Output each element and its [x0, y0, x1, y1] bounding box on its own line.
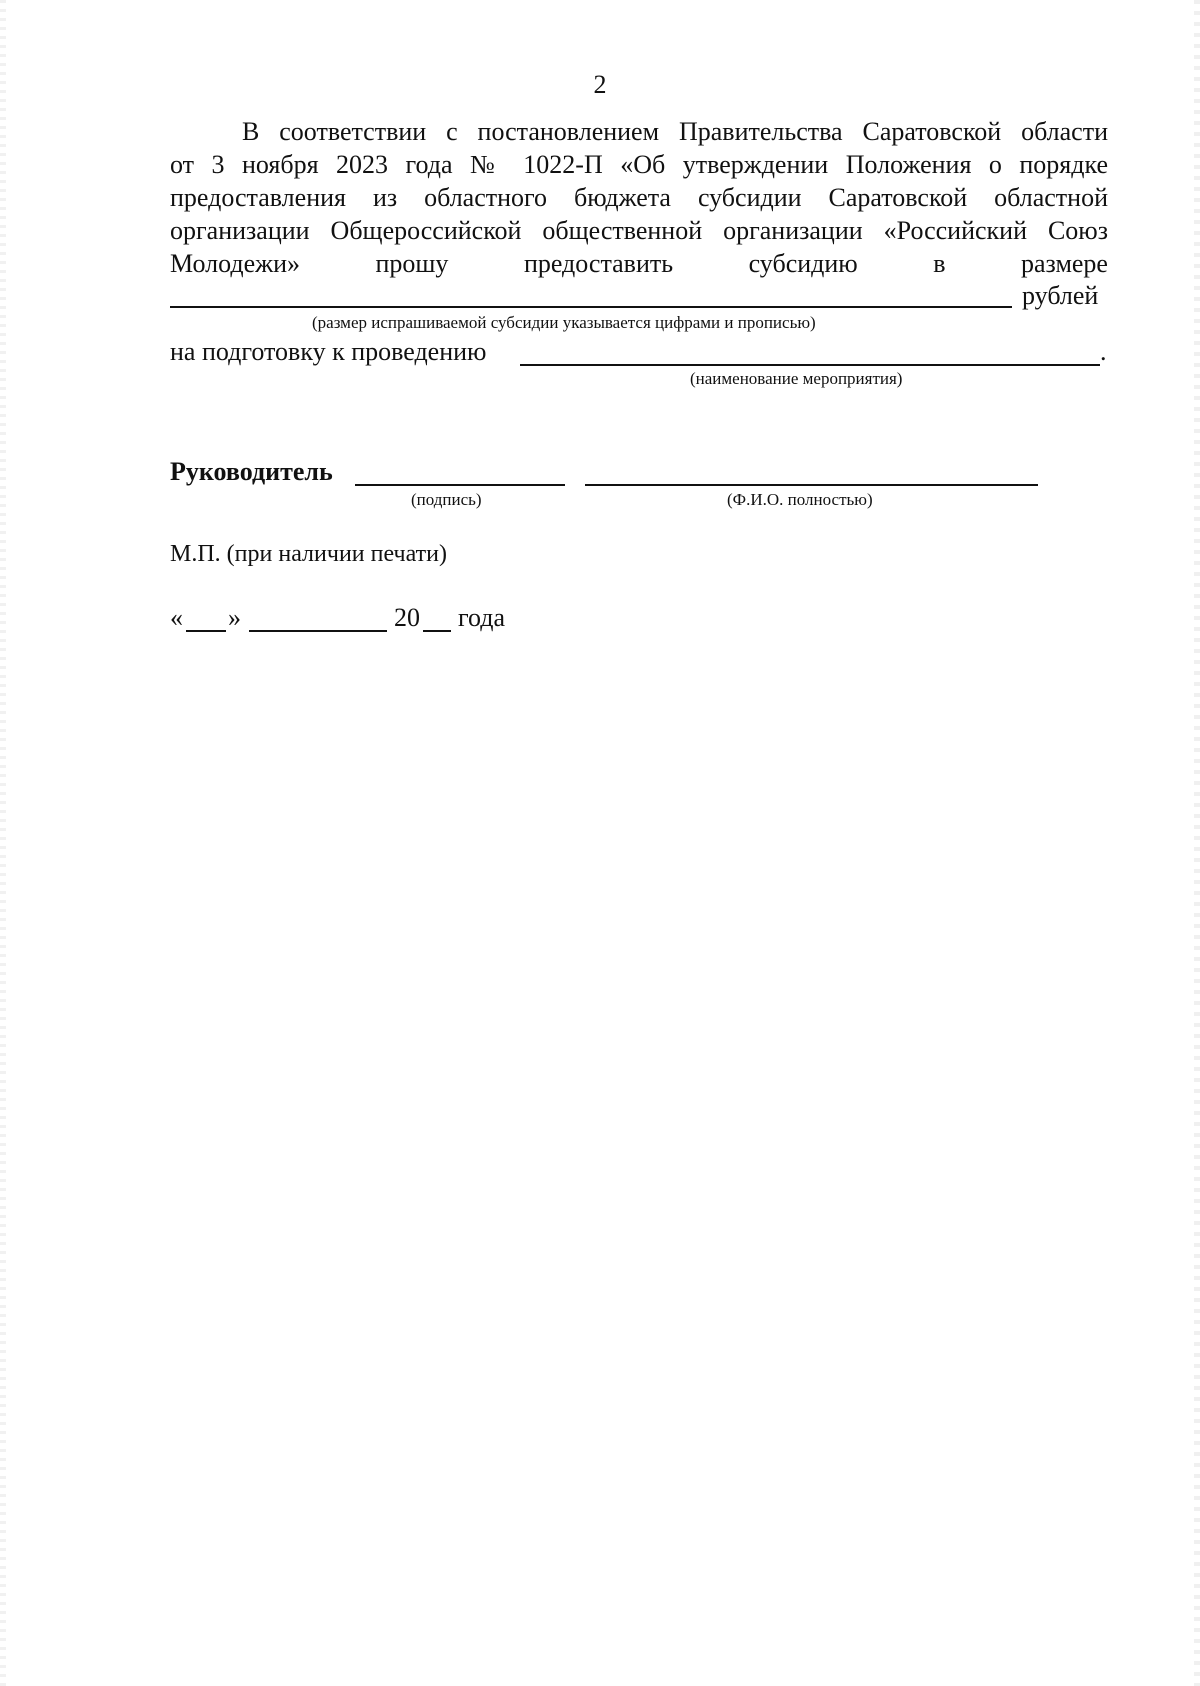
paragraph-line-4: организации Общероссийской общественной организации «Российский Союз [170, 216, 1108, 245]
event-caption: (наименование мероприятия) [690, 369, 903, 388]
scan-edge-right [1194, 0, 1200, 1686]
scan-edge-left [0, 0, 6, 1686]
date-close-quote: » [228, 603, 241, 632]
event-input-line[interactable] [520, 364, 1100, 366]
word-razmere: размере [1021, 249, 1108, 278]
month-input-line[interactable] [249, 630, 387, 632]
paragraph-line-1 [170, 115, 1108, 148]
word-proshu: прошу [375, 249, 449, 278]
signature-input-line[interactable] [355, 484, 565, 486]
date-open-quote: « [170, 603, 183, 632]
stamp-note: М.П. (при наличии печати) [170, 541, 447, 567]
signature-caption: (подпись) [411, 490, 482, 509]
event-prefix-label: на подготовку к проведению [170, 337, 487, 366]
full-name-input-line[interactable] [585, 484, 1038, 486]
full-name-caption: (Ф.И.О. полностью) [727, 490, 873, 509]
year-input-line[interactable] [423, 630, 451, 632]
word-subsidiyu: субсидию [748, 249, 858, 278]
amount-currency-label: рублей [1022, 281, 1099, 310]
amount-caption: (размер испрашиваемой субсидии указывается цифрами и прописью) [312, 313, 816, 332]
amount-input-line[interactable] [170, 306, 1012, 308]
day-input-line[interactable] [186, 630, 226, 632]
year-prefix: 20 [394, 603, 420, 632]
year-word: года [458, 603, 506, 632]
paragraph-line-1-text: В соответствии с постановлением Правительства Саратовской области [242, 117, 1108, 146]
word-v: в [933, 249, 946, 278]
head-label: Руководитель [170, 457, 333, 486]
word-predostavit: предоставить [523, 249, 674, 278]
paragraph-line-2: от 3 ноября 2023 года № 1022-П «Об утверждении Положения о порядке [170, 150, 1108, 179]
word-molodezhi: Молодежи» [170, 249, 300, 278]
paragraph-line-5 [170, 247, 1108, 280]
page-number: 2 [593, 70, 607, 99]
event-period: . [1100, 337, 1107, 366]
paragraph-line-3: предоставления из областного бюджета субсидии Саратовской областной [170, 183, 1108, 212]
